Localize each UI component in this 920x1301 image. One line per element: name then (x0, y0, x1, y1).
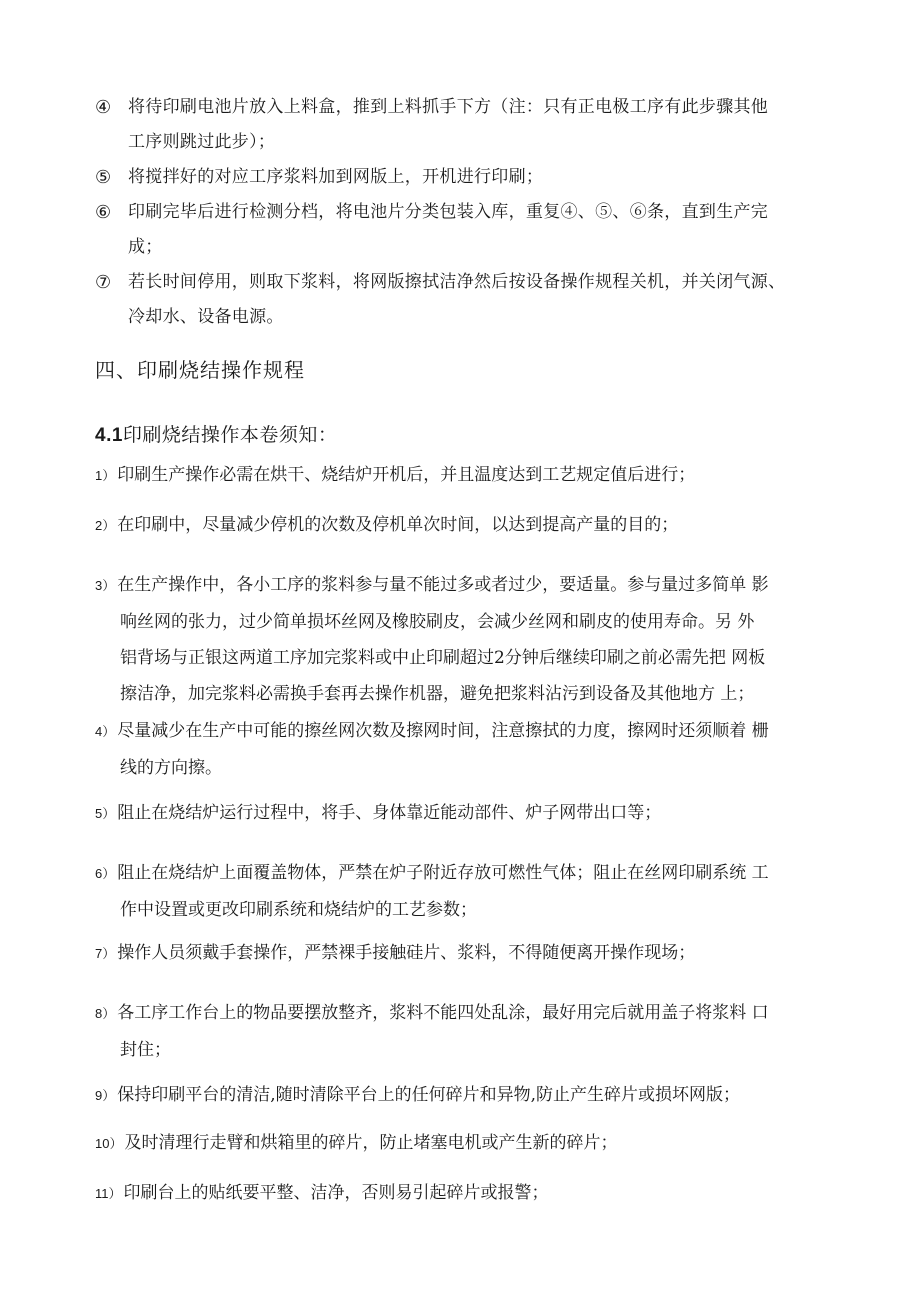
step-number: ⑥ (95, 202, 112, 223)
rule-text-line: 印刷台上的贴纸要平整、洁净，否则易引起碎片或报警； (123, 1183, 549, 1203)
step-text-line: 冷却水、设备电源。 (128, 307, 284, 327)
step-item (95, 265, 855, 335)
rule-text-line: 印刷生产操作必需在烘干、烧结炉开机后，并且温度达到工艺规定值后进行； (117, 465, 696, 485)
rule-text-line: 在生产操作中，各小工序的浆料参与量不能过多或者过少，要适量。参与量过多简单 影 (117, 575, 769, 595)
rule-number: 2） (95, 518, 116, 533)
step-text-line: 将待印刷电池片放入上料盒，推到上料抓手下方（注：只有正电极工序有此步骤其他 (128, 97, 769, 117)
rule-item (95, 457, 835, 494)
rule-text-line: 作中设置或更改印刷系统和烧结炉的工艺参数； (120, 900, 477, 920)
rule-item (95, 995, 835, 1068)
step-text-line: 成； (128, 237, 163, 257)
rule-item (95, 507, 835, 544)
rule-text-line: 操作人员须戴手套操作，严禁裸手接触硅片、浆料，不得随便离开操作现场； (117, 943, 696, 963)
step-text-line: 将搅拌好的对应工序浆料加到网版上，开机进行印刷； (128, 167, 544, 187)
step-item (95, 195, 855, 265)
step-list (95, 90, 855, 335)
step-number: ④ (95, 97, 112, 118)
rule-item (95, 713, 835, 786)
rule-text-line: 铝背场与正银这两道工序加完浆料或中止印刷超过2分钟后继续印刷之前必需先把 网板 (120, 648, 766, 668)
rule-number: 7） (95, 946, 116, 961)
subsection-label: 印刷烧结操作本卷须知： (122, 424, 338, 446)
rule-number: 9） (95, 1088, 116, 1103)
subsection-title (95, 420, 337, 447)
step-text-line: 印刷完毕后进行检测分档，将电池片分类包装入库，重复④、⑤、⑥条，直到生产完 (128, 202, 769, 222)
rule-number: 5） (95, 806, 116, 821)
step-text-line: 工序则跳过此步）； (128, 132, 276, 152)
rule-text-line: 在印刷中，尽量减少停机的次数及停机单次时间，以达到提高产量的目的； (117, 515, 679, 535)
rule-number: 1） (95, 468, 116, 483)
rule-text-line: 线的方向擦。 (120, 758, 222, 778)
rule-number: 10） (95, 1136, 123, 1151)
rule-text-line: 阻止在烧结炉上面覆盖物体，严禁在炉子附近存放可燃性气体；阻止在丝网印刷系统 工 (117, 863, 769, 883)
rule-text-line: 尽量减少在生产中可能的擦丝网次数及擦网时间，注意擦拭的力度，擦网时还须顺着 栅 (117, 721, 769, 741)
rule-text-line: 擦洁净，加完浆料必需换手套再去操作机器，避免把浆料沾污到设备及其他地方 上； (120, 684, 755, 704)
step-number: ⑦ (95, 272, 112, 293)
rule-item (95, 795, 835, 832)
rule-item (95, 567, 835, 712)
step-text-line: 若长时间停用，则取下浆料，将网版擦拭洁净然后按设备操作规程关机，并关闭气源、 (128, 272, 786, 292)
rule-number: 6） (95, 866, 116, 881)
rule-number: 3） (95, 578, 116, 593)
step-item (95, 90, 855, 160)
rule-text-line: 封住； (120, 1040, 171, 1060)
rule-item (95, 1175, 835, 1212)
subsection-number: 4.1 (95, 425, 123, 446)
section-title: 四、印刷烧结操作规程 (95, 358, 305, 382)
rule-item (95, 1125, 835, 1162)
rule-item (95, 935, 835, 972)
step-number: ⑤ (95, 167, 112, 188)
rule-number: 8） (95, 1006, 116, 1021)
rule-text-line: 响丝网的张力，过少简单损坏丝网及橡胶刷皮，会减少丝网和刷皮的使用寿命。另 外 (120, 612, 755, 632)
step-item (95, 160, 855, 195)
rule-item (95, 855, 835, 928)
rule-text-line: 各工序工作台上的物品要摆放整齐，浆料不能四处乱涂，最好用完后就用盖子将浆料 口 (117, 1003, 769, 1023)
rule-item (95, 1077, 835, 1114)
rule-text-line: 及时清理行走臂和烘箱里的碎片，防止堵塞电机或产生新的碎片； (124, 1133, 618, 1153)
rule-text-line: 阻止在烧结炉运行过程中，将手、身体靠近能动部件、炉子网带出口等； (117, 803, 662, 823)
rule-number: 4） (95, 724, 116, 739)
rule-text-line: 保持印刷平台的清洁,随时清除平台上的任何碎片和异物,防止产生碎片或损坏网版； (117, 1085, 741, 1105)
rule-number: 11） (95, 1186, 122, 1201)
